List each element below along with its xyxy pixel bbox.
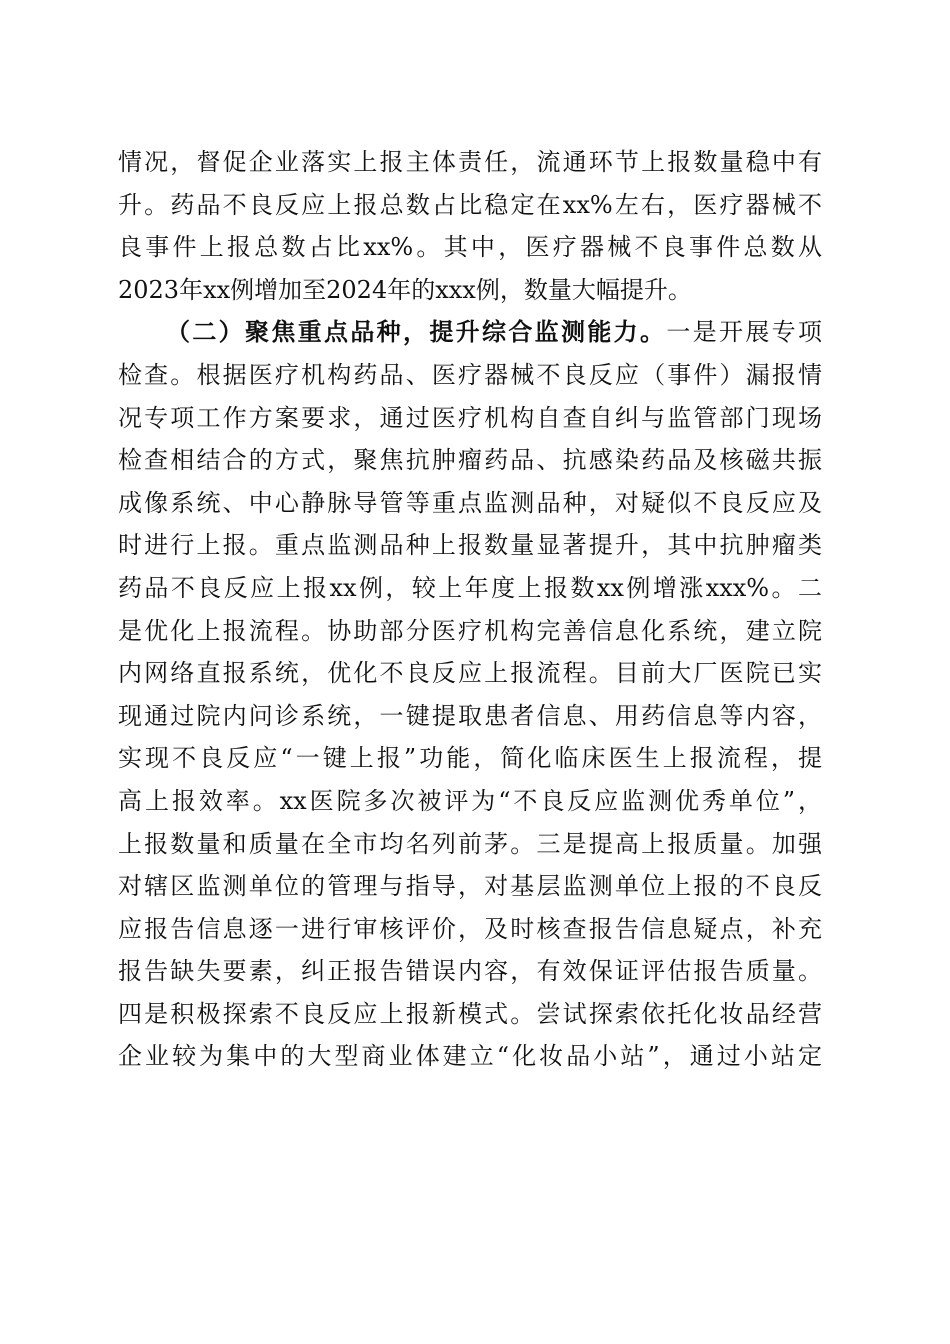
text-line: 检查。根据医疗机构药品、医疗器械不良反应（事件）漏报情 (118, 360, 822, 389)
text-line: 应报告信息逐一进行审核评价，及时核查报告信息疑点，补充 (118, 914, 822, 943)
document-page (118, 141, 822, 1078)
paragraph-1 (118, 141, 822, 311)
text-line: 良事件上报总数占比xx%。其中，医疗器械不良事件总数从 (118, 233, 822, 262)
text-line: 四是积极探索不良反应上报新模式。尝试探索依托化妆品经营 (118, 999, 822, 1028)
text-fragment: 一是开展专项 (666, 318, 823, 347)
text-line: 是优化上报流程。协助部分医疗机构完善信息化系统，建立院 (118, 616, 822, 645)
text-line (118, 311, 822, 354)
text-line: 2023年xx例增加至2024年的xxx例，数量大幅提升。 (118, 275, 692, 304)
text-line: 上报数量和质量在全市均名列前茅。三是提高上报质量。加强 (118, 829, 822, 858)
text-line: 内网络直报系统，优化不良反应上报流程。目前大厂医院已实 (118, 659, 822, 688)
text-line: 实现不良反应“一键上报”功能，简化临床医生上报流程，提 (118, 744, 822, 773)
text-line: 企业较为集中的大型商业体建立“化妆品小站”，通过小站定 (118, 1042, 822, 1071)
paragraph-2 (118, 311, 822, 1078)
section-heading: （二）聚焦重点品种，提升综合监测能力。 (166, 317, 667, 347)
text-line: 现通过院内问诊系统，一键提取患者信息、用药信息等内容， (118, 701, 822, 730)
text-line: 时进行上报。重点监测品种上报数量显著提升，其中抗肿瘤类 (118, 531, 822, 560)
text-line: 药品不良反应上报xx例，较上年度上报数xx例增涨xxx%。二 (118, 573, 822, 602)
text-line: 对辖区监测单位的管理与指导，对基层监测单位上报的不良反 (118, 872, 822, 901)
text-line: 升。药品不良反应上报总数占比稳定在xx%左右，医疗器械不 (118, 190, 822, 219)
text-line: 报告缺失要素，纠正报告错误内容，有效保证评估报告质量。 (118, 957, 822, 986)
text-line: 高上报效率。xx医院多次被评为“不良反应监测优秀单位”， (118, 786, 822, 815)
text-line: 情况，督促企业落实上报主体责任，流通环节上报数量稳中有 (118, 148, 822, 176)
text-line: 况专项工作方案要求，通过医疗机构自查自纠与监管部门现场 (118, 403, 822, 432)
text-line: 成像系统、中心静脉导管等重点监测品种，对疑似不良反应及 (118, 488, 822, 517)
text-line: 检查相结合的方式，聚焦抗肿瘤药品、抗感染药品及核磁共振 (118, 446, 822, 475)
